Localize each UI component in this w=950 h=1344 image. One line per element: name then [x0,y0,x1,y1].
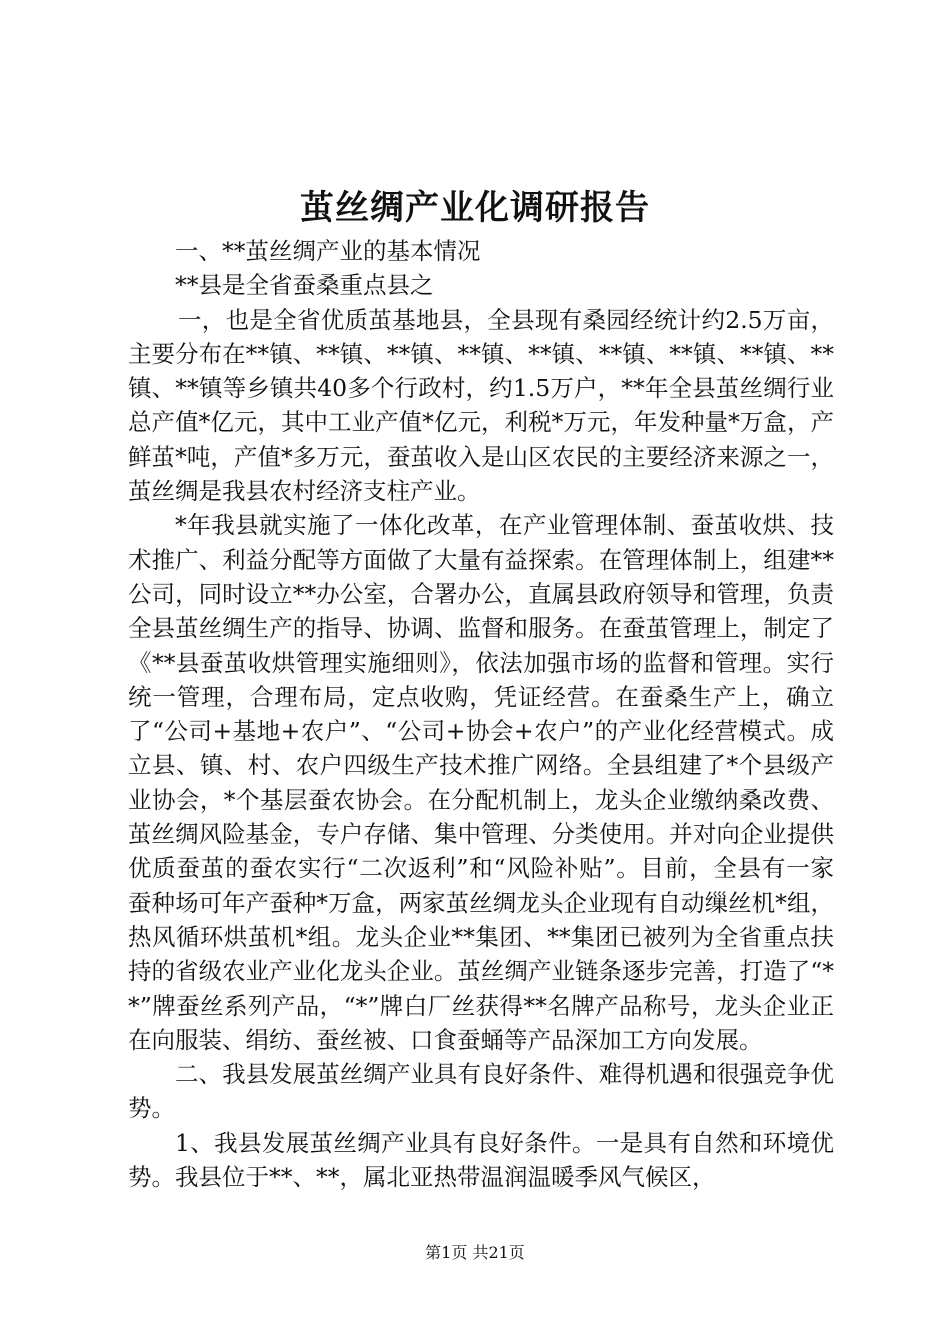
paragraph-1-start: **县是全省蚕桑重点县之 [175,271,434,300]
paragraph-2: *年我县就实施了一体化改革，在产业管理体制、蚕茧收烘、技术推广、利益分配等方面做了大量有益探索。在管理体制上，组建**公司，同时设立**办公室，合署办公，直属县政府领导和管理，负责全县茧丝绸生产的指导、协调、监督和服务。在蚕茧管理上，制定了《**县蚕茧收烘管理实施细则》，依法加强市场的监督和管理。实行统一管理，合理布局，定点收购，凭证经营。在蚕桑生产上，确立了“公司+基地+农户”、“公司+协会+农户”的产业化经营模式。成立县、镇、村、农户四级生产技术推广网络。全县组建了*个县级产业协会，*个基层蚕农协会。在分配机制上，龙头企业缴纳桑改费、茧丝绸风险基金，专户存储、集中管理、分类使用。并对向企业提供优质蚕茧的蚕农实行“二次返利”和“风险补贴”。目前，全县有一家蚕种场可年产蚕种*万盒，两家茧丝绸龙头企业现有自动缫丝机*组，热风循环烘茧机*组。龙头企业**集团、**集团已被列为全省重点扶持的省级农业产业化龙头企业。茧丝绸产业链条逐步完善，打造了“**”牌蚕丝系列产品，“*”牌白厂丝获得**名牌产品称号，龙头企业正在向服装、绢纺、蚕丝被、口食蚕蛹等产品深加工方向发展。 [128,511,834,1054]
document-title: 茧丝绸产业化调研报告 [300,188,650,228]
paragraph-3: 1、我县发展茧丝绸产业具有良好条件。一是具有自然和环境优势。我县位于**、**，属北亚热带温润温暖季风气候区， [128,1128,834,1192]
section-heading-2: 二、我县发展茧丝绸产业具有良好条件、难得机遇和很强竞争优势。 [128,1060,834,1123]
section-heading-1: 一、**茧丝绸产业的基本情况 [175,237,481,265]
page-footer: 第1页 共21页 [425,1243,525,1262]
paragraph-1-continued: 一，也是全省优质茧基地县，全县现有桑园经统计约2.5万亩，主要分布在**镇、**镇、**镇、**镇、**镇、**镇、**镇、**镇、**镇、**镇等乡镇共40多个行政村，约1.5万户，**年全县茧丝绸行业总产值*亿元，其中工业产值*亿元，利税*万元，年发种量*万盒，产鲜茧*吨，产值*多万元，蚕茧收入是山区农民的主要经济来源之一，茧丝绸是我县农村经济支柱产业。 [128,305,834,506]
document-body [128,234,834,1194]
